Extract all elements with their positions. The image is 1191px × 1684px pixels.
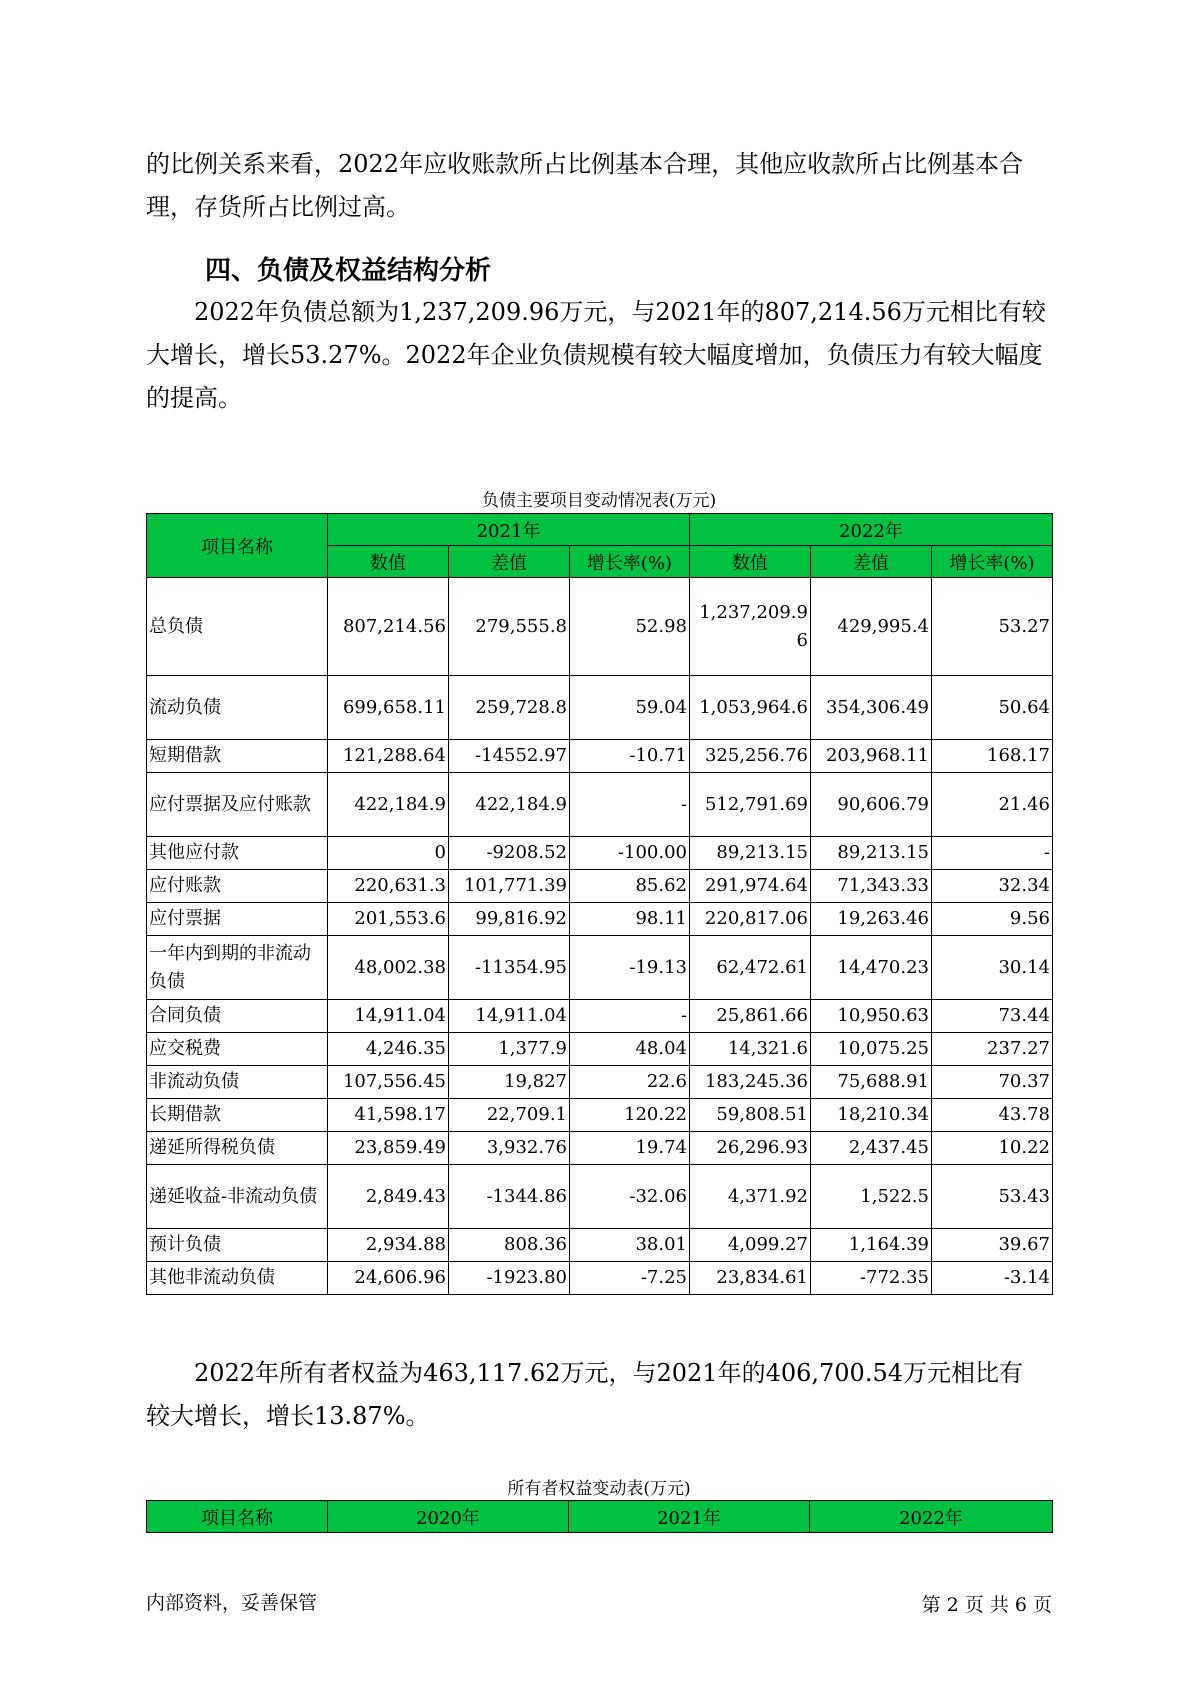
row-item-name: 短期借款: [147, 740, 328, 773]
row-value-cell: 4,371.92: [690, 1165, 811, 1229]
equity-header: 2022年: [810, 1501, 1053, 1533]
row-value-cell: 0: [328, 837, 449, 870]
row-item-name: 递延收益-非流动负债: [147, 1165, 328, 1229]
row-value-cell: 1,522.5: [811, 1165, 932, 1229]
liability-table-caption: 负债主要项目变动情况表(万元): [481, 491, 717, 511]
table-row: [147, 1033, 1053, 1066]
row-item-name: 应付票据: [147, 903, 328, 936]
table-row: [147, 837, 1053, 870]
equity-paragraph: 2022年所有者权益为463,117.62万元，与2021年的406,700.54万元相比有较大增长，增长13.87%。: [146, 1359, 1023, 1430]
row-item-name: 应付账款: [147, 870, 328, 903]
sub-header: 数值: [690, 546, 811, 578]
row-value-cell: 89,213.15: [690, 837, 811, 870]
row-value-cell: 237.27: [932, 1033, 1053, 1066]
table-row: [147, 578, 1053, 676]
row-value-cell: 279,555.8: [449, 578, 570, 676]
row-value-cell: 10.22: [932, 1132, 1053, 1165]
row-value-cell: 1,053,964.6: [690, 676, 811, 740]
row-value-cell: 73.44: [932, 1000, 1053, 1033]
footer-confidential-note: 内部资料，妥善保管: [146, 1592, 318, 1614]
row-value-cell: 14,911.04: [449, 1000, 570, 1033]
row-value-cell: 89,213.15: [811, 837, 932, 870]
row-value-cell: 98.11: [570, 903, 690, 936]
year-2021-header: 2021年: [328, 514, 690, 546]
year-2022-header: 2022年: [690, 514, 1053, 546]
sub-header: 增长率(%): [570, 546, 690, 578]
row-value-cell: -11354.95: [449, 936, 570, 1000]
row-value-cell: -: [932, 837, 1053, 870]
row-value-cell: 183,245.36: [690, 1066, 811, 1099]
row-value-cell: -10.71: [570, 740, 690, 773]
row-item-name: 应交税费: [147, 1033, 328, 1066]
row-item-name: 非流动负债: [147, 1066, 328, 1099]
row-item-name: 总负债: [147, 578, 328, 676]
sub-header: 差值: [811, 546, 932, 578]
row-value-cell: 14,470.23: [811, 936, 932, 1000]
row-value-cell: 19.74: [570, 1132, 690, 1165]
section-heading: 四、负债及权益结构分析: [205, 256, 492, 286]
row-value-cell: 201,553.6: [328, 903, 449, 936]
row-value-cell: -: [570, 773, 690, 837]
row-value-cell: -: [570, 1000, 690, 1033]
row-value-cell: 512,791.69: [690, 773, 811, 837]
table-row: [147, 1229, 1053, 1262]
table-row: [147, 676, 1053, 740]
row-value-cell: 101,771.39: [449, 870, 570, 903]
sub-header: 数值: [328, 546, 449, 578]
row-value-cell: 53.43: [932, 1165, 1053, 1229]
row-value-cell: 19,827: [449, 1066, 570, 1099]
row-value-cell: 259,728.8: [449, 676, 570, 740]
equity-header: 项目名称: [147, 1501, 328, 1533]
row-value-cell: 107,556.45: [328, 1066, 449, 1099]
row-value-cell: 14,321.6: [690, 1033, 811, 1066]
intro-paragraph: 的比例关系来看，2022年应收账款所占比例基本合理，其他应收款所占比例基本合理，存货所占比例过高。: [146, 150, 1024, 221]
row-value-cell: -772.35: [811, 1262, 932, 1295]
row-value-cell: 18,210.34: [811, 1099, 932, 1132]
row-item-name: 递延所得税负债: [147, 1132, 328, 1165]
row-value-cell: -7.25: [570, 1262, 690, 1295]
row-value-cell: 168.17: [932, 740, 1053, 773]
row-value-cell: 26,296.93: [690, 1132, 811, 1165]
row-value-cell: -19.13: [570, 936, 690, 1000]
table-row: [147, 1262, 1053, 1295]
row-value-cell: 1,377.9: [449, 1033, 570, 1066]
row-value-cell: 32.34: [932, 870, 1053, 903]
row-value-cell: 23,834.61: [690, 1262, 811, 1295]
row-value-cell: -32.06: [570, 1165, 690, 1229]
row-value-cell: 52.98: [570, 578, 690, 676]
row-value-cell: 59.04: [570, 676, 690, 740]
equity-table-caption: 所有者权益变动表(万元): [507, 1479, 691, 1499]
table-row: [147, 773, 1053, 837]
row-value-cell: -100.00: [570, 837, 690, 870]
row-value-cell: 25,861.66: [690, 1000, 811, 1033]
row-item-name: 长期借款: [147, 1099, 328, 1132]
row-value-cell: 22.6: [570, 1066, 690, 1099]
row-value-cell: 354,306.49: [811, 676, 932, 740]
row-value-cell: 62,472.61: [690, 936, 811, 1000]
row-value-cell: 3,932.76: [449, 1132, 570, 1165]
table-row: [147, 1066, 1053, 1099]
row-value-cell: 1,164.39: [811, 1229, 932, 1262]
row-value-cell: 90,606.79: [811, 773, 932, 837]
row-value-cell: 99,816.92: [449, 903, 570, 936]
sub-header: 增长率(%): [932, 546, 1053, 578]
row-value-cell: 422,184.9: [328, 773, 449, 837]
row-value-cell: -3.14: [932, 1262, 1053, 1295]
row-value-cell: 325,256.76: [690, 740, 811, 773]
row-value-cell: 4,246.35: [328, 1033, 449, 1066]
row-value-cell: 53.27: [932, 578, 1053, 676]
row-value-cell: 59,808.51: [690, 1099, 811, 1132]
row-value-cell: 43.78: [932, 1099, 1053, 1132]
row-value-cell: -1923.80: [449, 1262, 570, 1295]
row-value-cell: 85.62: [570, 870, 690, 903]
row-value-cell: 75,688.91: [811, 1066, 932, 1099]
table-row: [147, 936, 1053, 1000]
footer-page-number: 第 2 页 共 6 页: [921, 1594, 1052, 1616]
table-row: [147, 903, 1053, 936]
table-row: [147, 1132, 1053, 1165]
row-item-name: 一年内到期的非流动负债: [147, 936, 328, 1000]
row-value-cell: 71,343.33: [811, 870, 932, 903]
row-value-cell: 2,437.45: [811, 1132, 932, 1165]
item-name-header: 项目名称: [147, 514, 328, 578]
row-value-cell: 429,995.4: [811, 578, 932, 676]
row-value-cell: 120.22: [570, 1099, 690, 1132]
row-value-cell: 14,911.04: [328, 1000, 449, 1033]
row-item-name: 流动负债: [147, 676, 328, 740]
row-value-cell: 70.37: [932, 1066, 1053, 1099]
row-item-name: 应付票据及应付账款: [147, 773, 328, 837]
row-value-cell: 203,968.11: [811, 740, 932, 773]
equity-header: 2020年: [328, 1501, 569, 1533]
row-value-cell: -14552.97: [449, 740, 570, 773]
table-row: [147, 1000, 1053, 1033]
row-value-cell: 48.04: [570, 1033, 690, 1066]
table-row: [147, 870, 1053, 903]
row-value-cell: 21.46: [932, 773, 1053, 837]
row-value-cell: 807,214.56: [328, 578, 449, 676]
row-value-cell: 30.14: [932, 936, 1053, 1000]
sub-header: 差值: [449, 546, 570, 578]
row-value-cell: 48,002.38: [328, 936, 449, 1000]
row-value-cell: 4,099.27: [690, 1229, 811, 1262]
row-item-name: 其他应付款: [147, 837, 328, 870]
liability-paragraph: 2022年负债总额为1,237,209.96万元，与2021年的807,214.56万元相比有较大增长，增长53.27%。2022年企业负债规模有较大幅度增加，负债压力有较大幅度的提高。: [146, 298, 1046, 412]
row-item-name: 合同负债: [147, 1000, 328, 1033]
row-value-cell: 291,974.64: [690, 870, 811, 903]
row-value-cell: 699,658.11: [328, 676, 449, 740]
row-value-cell: 422,184.9: [449, 773, 570, 837]
row-value-cell: 19,263.46: [811, 903, 932, 936]
equity-header: 2021年: [569, 1501, 810, 1533]
row-value-cell: -1344.86: [449, 1165, 570, 1229]
row-value-cell: 23,859.49: [328, 1132, 449, 1165]
row-value-cell: 9.56: [932, 903, 1053, 936]
table-row: [147, 740, 1053, 773]
row-value-cell: 10,950.63: [811, 1000, 932, 1033]
row-value-cell: 2,849.43: [328, 1165, 449, 1229]
row-value-cell: 39.67: [932, 1229, 1053, 1262]
row-value-cell: 2,934.88: [328, 1229, 449, 1262]
row-value-cell: 41,598.17: [328, 1099, 449, 1132]
table-row: [147, 1099, 1053, 1132]
row-value-cell: -9208.52: [449, 837, 570, 870]
equity-table: [146, 1500, 1053, 1533]
row-value-cell: 121,288.64: [328, 740, 449, 773]
row-item-name: 其他非流动负债: [147, 1262, 328, 1295]
row-value-cell: 38.01: [570, 1229, 690, 1262]
table-row: [147, 1165, 1053, 1229]
row-value-cell: 220,631.3: [328, 870, 449, 903]
row-value-cell: 808.36: [449, 1229, 570, 1262]
row-value-cell: 10,075.25: [811, 1033, 932, 1066]
row-item-name: 预计负债: [147, 1229, 328, 1262]
row-value-cell: 220,817.06: [690, 903, 811, 936]
row-value-cell: 22,709.1: [449, 1099, 570, 1132]
liability-table: [146, 513, 1053, 1295]
row-value-cell: 1,237,209.96: [690, 578, 811, 676]
row-value-cell: 50.64: [932, 676, 1053, 740]
row-value-cell: 24,606.96: [328, 1262, 449, 1295]
